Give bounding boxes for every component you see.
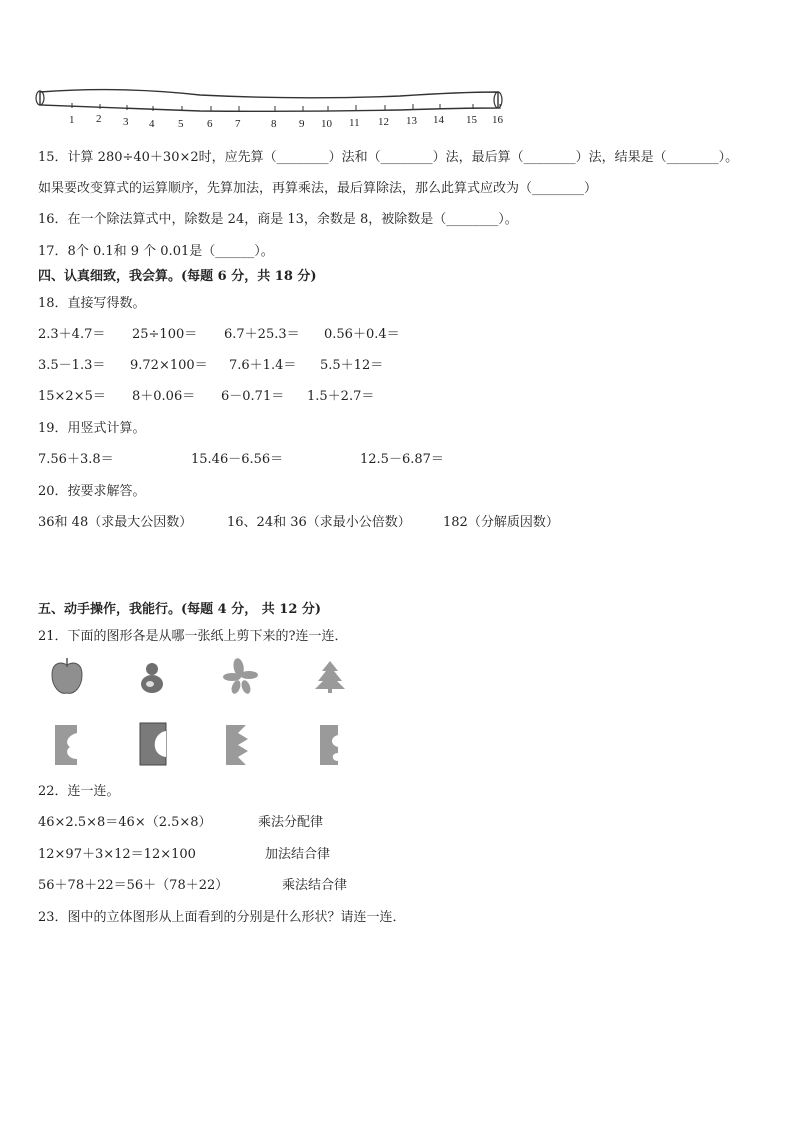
ruler-tick: 4 [149,118,155,130]
math-item: 8＋0.06＝ [132,389,196,404]
q20-item: 182（分解质因数） [443,515,559,530]
math-item: 25÷100＝ [132,327,198,342]
ruler-tick: 11 [349,117,360,129]
question-15-line-2: 如果要改变算式的运算顺序，先算加法，再算乘法，最后算除法，那么此算式应改为（________） [38,181,598,196]
question-20: 20．按要求解答。 [38,484,146,499]
ruler-tick: 8 [271,118,277,130]
ruler-tick: 12 [378,116,389,128]
ruler-tick: 15 [466,114,477,126]
question-15-line-1: 15．计算 280÷40＋30×2时，应先算（________）法和（________）法，最后算（________）法，结果是（________）。 [38,150,739,165]
gourd-shape-icon [141,663,163,693]
math-item: 3.5－1.3＝ [38,358,106,373]
q22-right-law: 加法结合律 [265,847,331,862]
question-17: 17．8个 0.1和 9 个 0.01是（______）。 [38,244,274,259]
math-item: 1.5＋2.7＝ [307,389,375,404]
ruler-tick: 14 [433,114,444,126]
cutout-shapes-row [0,655,794,775]
q20-item: 16、24和 36（求最小公倍数） [227,515,411,530]
math-item: 6.7＋25.3＝ [224,327,300,342]
math-item: 7.6＋1.4＝ [229,358,297,373]
math-item: 2.3＋4.7＝ [38,327,106,342]
flower-shape-icon [223,657,258,695]
ruler-tick: 10 [321,118,332,130]
tree-shape-icon [315,661,345,693]
ruler-stick-figure [0,0,794,140]
ruler-tick: 3 [123,116,129,128]
question-16: 16．在一个除法算式中，除数是 24，商是 13，余数是 8，被除数是（________）。 [38,212,518,227]
ruler-tick: 16 [492,114,503,126]
q20-item: 36和 48（求最大公因数） [38,515,193,530]
math-item: 15×2×5＝ [38,389,106,404]
column-calc-item: 7.56＋3.8＝ [38,452,114,467]
math-item: 0.56＋0.4＝ [324,327,400,342]
ruler-tick: 5 [178,118,184,130]
ruler-tick: 7 [235,118,241,130]
q22-left-expression: 46×2.5×8＝46×（2.5×8） [38,815,212,830]
paper-with-curved-hole-icon [320,725,338,765]
ruler-tick: 13 [406,115,417,127]
column-calc-item: 15.46－6.56＝ [191,452,284,467]
ruler-tick: 6 [207,118,213,130]
apple-shape-icon [52,658,82,693]
section-4-heading: 四、认真细致，我会算。(每题 6 分，共 18 分) [38,269,317,284]
question-23: 23．图中的立体图形从上面看到的分别是什么形状？请连一连． [38,910,406,925]
paper-with-zigzag-icon [226,725,248,765]
math-item: 9.72×100＝ [130,358,208,373]
math-item: 6－0.71＝ [221,389,285,404]
ruler-tick: 2 [96,113,102,125]
paper-with-leaf-hole-icon [55,725,77,765]
paper-with-round-hole-icon [140,723,166,765]
ruler-tick: 1 [69,114,75,126]
math-item: 5.5＋12＝ [320,358,384,373]
q22-left-expression: 56＋78＋22＝56＋（78＋22） [38,878,229,893]
q22-right-law: 乘法分配律 [258,815,324,830]
question-19: 19．用竖式计算。 [38,421,146,436]
question-21: 21．下面的图形各是从哪一张纸上剪下来的?连一连． [38,629,348,644]
ruler-tick: 9 [299,118,305,130]
question-18: 18．直接写得数。 [38,296,146,311]
question-22: 22．连一连。 [38,784,120,799]
section-5-heading: 五、动手操作，我能行。(每题 4 分， 共 12 分) [38,602,322,617]
q22-left-expression: 12×97＋3×12＝12×100 [38,847,196,862]
q22-right-law: 乘法结合律 [282,878,348,893]
column-calc-item: 12.5－6.87＝ [360,452,444,467]
